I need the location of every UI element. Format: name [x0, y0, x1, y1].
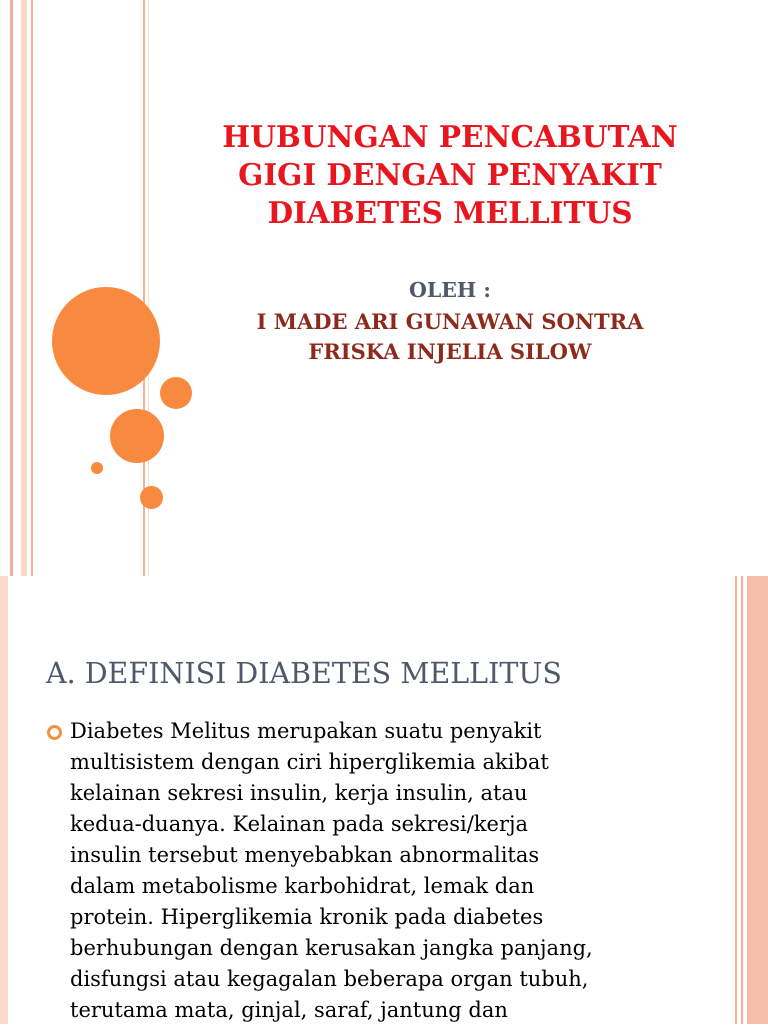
- bullet-ring-icon: [47, 725, 62, 740]
- medium-orange-circle: [110, 409, 164, 463]
- left-stripe-thin-1: [31, 0, 33, 576]
- body-line-7: protein. Hiperglikemia kronik pada diabetes: [70, 905, 544, 929]
- tiny-orange-circle: [91, 462, 103, 474]
- body-line-1: Diabetes Melitus merupakan suatu penyakit: [70, 719, 542, 743]
- title-line-1: HUBUNGAN PENCABUTAN: [222, 119, 678, 154]
- author-1: I MADE ARI GUNAWAN SONTRA: [256, 309, 644, 334]
- title-line-2: GIGI DENGAN PENYAKIT: [238, 157, 662, 192]
- right-band: [747, 576, 768, 1024]
- body-line-5: insulin tersebut menyebabkan abnormalitas: [70, 843, 540, 867]
- presentation-title: [200, 118, 700, 232]
- small-orange-circle-1: [160, 377, 192, 409]
- body-line-8: berhubungan dengan kerusakan jangka panjang,: [70, 936, 593, 960]
- body-line-2: multisistem dengan ciri hiperglikemia akibat: [70, 750, 549, 774]
- right-stripe-thin-1: [735, 576, 737, 1024]
- oleh-label: OLEH :: [409, 278, 491, 302]
- title-line-3: DIABETES MELLITUS: [267, 195, 633, 230]
- body-line-3: kelainan sekresi insulin, kerja insulin, atau: [70, 781, 528, 805]
- body-line-6: dalam metabolisme karbohidrat, lemak dan: [70, 874, 535, 898]
- section-heading: A. DEFINISI DIABETES MELLITUS: [46, 657, 562, 690]
- small-orange-circle-2: [140, 486, 163, 509]
- body-line-9: disfungsi atau kegagalan beberapa organ tubuh,: [70, 967, 589, 991]
- author-2: FRISKA INJELIA SILOW: [308, 339, 592, 364]
- right-stripe-thin-2: [741, 576, 743, 1024]
- left-stripe-band: [21, 0, 27, 576]
- body-line-10: terutama mata, ginjal, saraf, jantung dan: [70, 998, 508, 1022]
- large-orange-circle: [52, 287, 160, 395]
- body-line-4: kedua-duanya. Kelainan pada sekresi/kerja: [70, 812, 529, 836]
- left-stripe-outer: [10, 0, 13, 576]
- left-band: [0, 576, 8, 1024]
